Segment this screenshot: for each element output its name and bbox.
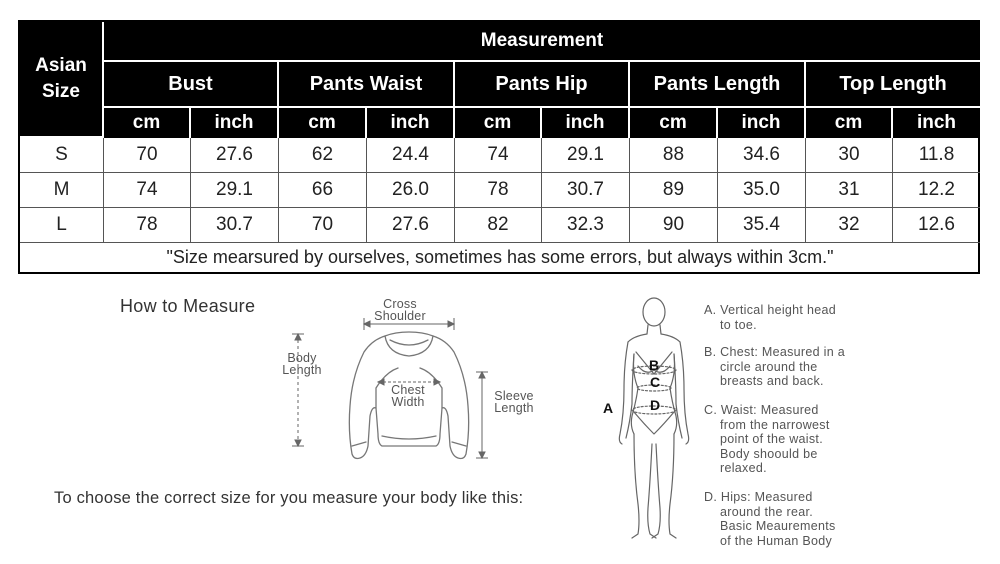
pants-waist-cm-m: 66 xyxy=(279,173,367,208)
size-cell-s: S xyxy=(20,138,104,173)
group-header-pants-hip: Pants Hip xyxy=(455,62,630,108)
body-length-label-line-2: Length xyxy=(282,363,322,377)
figure-letter-a: A xyxy=(603,400,614,416)
legend-c-line-2: from the narrowest xyxy=(720,417,830,432)
pants-waist-inch-s: 24.4 xyxy=(367,138,455,173)
bust-inch-l: 30.7 xyxy=(191,208,279,243)
unit-header-cm: cm xyxy=(630,108,718,138)
body-figure-illustration xyxy=(612,294,702,544)
sleeve-length-label xyxy=(486,390,542,414)
unit-header-cm: cm xyxy=(806,108,893,138)
pants-hip-cm-l: 82 xyxy=(455,208,542,243)
top-length-cm-s: 30 xyxy=(806,138,893,173)
chest-width-label-line-1: Chest xyxy=(391,383,425,397)
legend-d-line-2: around the rear. xyxy=(720,504,814,519)
pants-length-inch-s: 34.6 xyxy=(718,138,806,173)
bust-cm-s: 70 xyxy=(104,138,191,173)
legend-d-line-1: D. Hips: Measured xyxy=(704,490,813,504)
size-header-line-1: Asian xyxy=(35,55,87,76)
sleeve-length-label-line-1: Sleeve xyxy=(494,389,534,403)
legend-c-line-5: relaxed. xyxy=(720,461,767,475)
legend-b-line-1: B. Chest: Measured in a xyxy=(704,345,845,359)
cross-shoulder-label-line-2: Shoulder xyxy=(374,309,426,323)
pants-hip-inch-m: 30.7 xyxy=(542,173,630,208)
legend-d-line-4: of the Human Body xyxy=(720,533,833,548)
legend-c-line-3: point of the waist. xyxy=(720,432,823,446)
size-column-header xyxy=(20,22,104,138)
legend-c-line-4: Body shoould be xyxy=(720,446,818,461)
pants-hip-inch-l: 32.3 xyxy=(542,208,630,243)
how-to-measure-title: How to Measure xyxy=(120,296,256,316)
unit-header-cm: cm xyxy=(455,108,542,138)
cross-shoulder-label-line-1: Cross xyxy=(383,297,417,311)
body-length-label-line-1: Body xyxy=(287,351,317,365)
legend-b-line-3: breasts and back. xyxy=(720,374,824,388)
legend-item-c xyxy=(704,403,830,476)
top-length-inch-l: 12.6 xyxy=(893,208,980,243)
pants-waist-cm-l: 70 xyxy=(279,208,367,243)
legend-d-line-3: Basic Meaurements xyxy=(720,519,836,533)
legend-item-d xyxy=(704,490,836,548)
unit-header-inch: inch xyxy=(718,108,806,138)
figure-letter-d: D xyxy=(650,397,661,413)
unit-header-cm: cm xyxy=(279,108,367,138)
pants-waist-inch-m: 26.0 xyxy=(367,173,455,208)
pants-length-cm-s: 88 xyxy=(630,138,718,173)
pants-length-inch-m: 35.0 xyxy=(718,173,806,208)
size-cell-m: M xyxy=(20,173,104,208)
pants-hip-cm-s: 74 xyxy=(455,138,542,173)
size-chart-table xyxy=(18,20,980,274)
pants-hip-cm-m: 78 xyxy=(455,173,542,208)
measure-instruction: To choose the correct size for you measure your body like this: xyxy=(54,489,524,507)
top-length-cm-m: 31 xyxy=(806,173,893,208)
group-header-pants-waist: Pants Waist xyxy=(279,62,455,108)
top-length-inch-s: 11.8 xyxy=(893,138,980,173)
sleeve-length-label-line-2: Length xyxy=(494,401,534,415)
legend-a-line-1: A. Vertical height head xyxy=(704,303,836,317)
unit-header-cm: cm xyxy=(104,108,191,138)
bust-inch-m: 29.1 xyxy=(191,173,279,208)
unit-header-inch: inch xyxy=(542,108,630,138)
pants-length-inch-l: 35.4 xyxy=(718,208,806,243)
bust-inch-s: 27.6 xyxy=(191,138,279,173)
group-header-bust: Bust xyxy=(104,62,279,108)
legend-item-a xyxy=(704,303,836,332)
unit-header-inch: inch xyxy=(191,108,279,138)
pants-waist-cm-s: 62 xyxy=(279,138,367,173)
top-length-cm-l: 32 xyxy=(806,208,893,243)
group-header-top-length: Top Length xyxy=(806,62,980,108)
chest-width-label-line-2: Width xyxy=(391,395,425,409)
unit-header-inch: inch xyxy=(893,108,980,138)
bust-cm-m: 74 xyxy=(104,173,191,208)
group-header-pants-length: Pants Length xyxy=(630,62,806,108)
legend-c-line-1: C. Waist: Measured xyxy=(704,403,819,417)
size-header-line-2: Size xyxy=(41,81,81,102)
measurement-note: "Size mearsured by ourselves, sometimes has some errors, but always within 3cm." xyxy=(166,247,834,267)
pants-waist-inch-l: 27.6 xyxy=(367,208,455,243)
legend-a-line-2: to toe. xyxy=(720,317,757,332)
pants-length-cm-m: 89 xyxy=(630,173,718,208)
unit-header-inch: inch xyxy=(367,108,455,138)
figure-letter-c: C xyxy=(650,374,661,390)
legend-item-b xyxy=(704,345,845,389)
size-cell-l: L xyxy=(20,208,104,243)
pants-hip-inch-s: 29.1 xyxy=(542,138,630,173)
body-length-label xyxy=(276,352,328,376)
figure-letter-b: B xyxy=(649,357,660,373)
pants-length-cm-l: 90 xyxy=(630,208,718,243)
chest-width-label xyxy=(383,384,433,408)
measurement-header: Measurement xyxy=(104,22,980,62)
bust-cm-l: 78 xyxy=(104,208,191,243)
top-length-inch-m: 12.2 xyxy=(893,173,980,208)
legend-b-line-2: circle around the xyxy=(720,359,818,374)
cross-shoulder-label xyxy=(372,298,428,322)
